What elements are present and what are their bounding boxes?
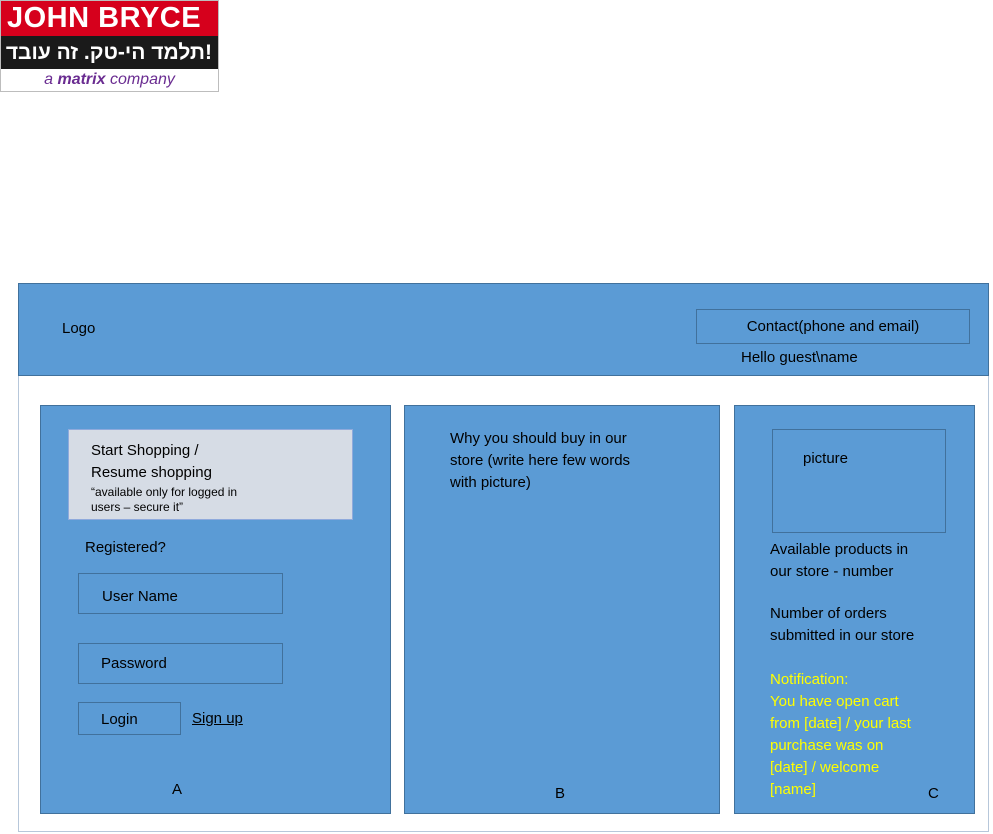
orders-line1: Number of orders	[770, 605, 887, 622]
start-shopping-box[interactable]	[68, 429, 353, 520]
panel-b-label: B	[555, 785, 566, 802]
orders-line2: submitted in our store	[770, 627, 915, 644]
contact-box[interactable]	[696, 309, 970, 344]
picture-label: picture	[803, 450, 849, 467]
notification-line: You have open cart	[770, 693, 899, 710]
why-buy-line2: store (write here few words	[450, 452, 631, 469]
signup-link[interactable]: Sign up	[192, 710, 243, 727]
password-field[interactable]	[78, 643, 283, 684]
notification-title: Notification:	[770, 671, 849, 688]
username-field[interactable]	[78, 573, 283, 614]
panel-c-label: C	[928, 785, 939, 802]
picture-placeholder	[772, 429, 946, 533]
resume-shopping-label: Resume shopping	[91, 464, 212, 481]
products-line1: Available products in	[770, 541, 909, 558]
secure-note-line1: “available only for logged in	[91, 485, 238, 499]
notification-line: [name]	[770, 781, 816, 798]
notification-line: [date] / welcome	[770, 759, 880, 776]
contact-label: Contact(phone and email)	[746, 318, 920, 335]
brand-slogan: !תלמד הי-טק. זה עובד	[1, 36, 218, 69]
start-shopping-label: Start Shopping /	[91, 442, 199, 459]
registered-label: Registered?	[85, 539, 166, 556]
password-placeholder: Password	[101, 655, 167, 672]
username-placeholder: User Name	[102, 588, 178, 605]
header-logo: Logo	[62, 320, 96, 337]
login-label: Login	[101, 711, 138, 728]
greeting: Hello guest\name	[741, 349, 858, 366]
why-buy-line3: with picture)	[450, 474, 531, 491]
brand-logo	[0, 0, 219, 92]
login-button[interactable]	[78, 702, 181, 735]
secure-note-line2: users – secure it”	[91, 500, 184, 514]
brand-tagline: a matrix company	[44, 71, 175, 88]
panel-a-label: A	[172, 781, 183, 798]
products-line2: our store - number	[770, 563, 894, 580]
why-buy-line1: Why you should buy in our	[450, 430, 627, 447]
brand-title: JOHN BRYCE	[1, 1, 219, 36]
notification-line: from [date] / your last	[770, 715, 911, 732]
notification-line: purchase was on	[770, 737, 884, 754]
